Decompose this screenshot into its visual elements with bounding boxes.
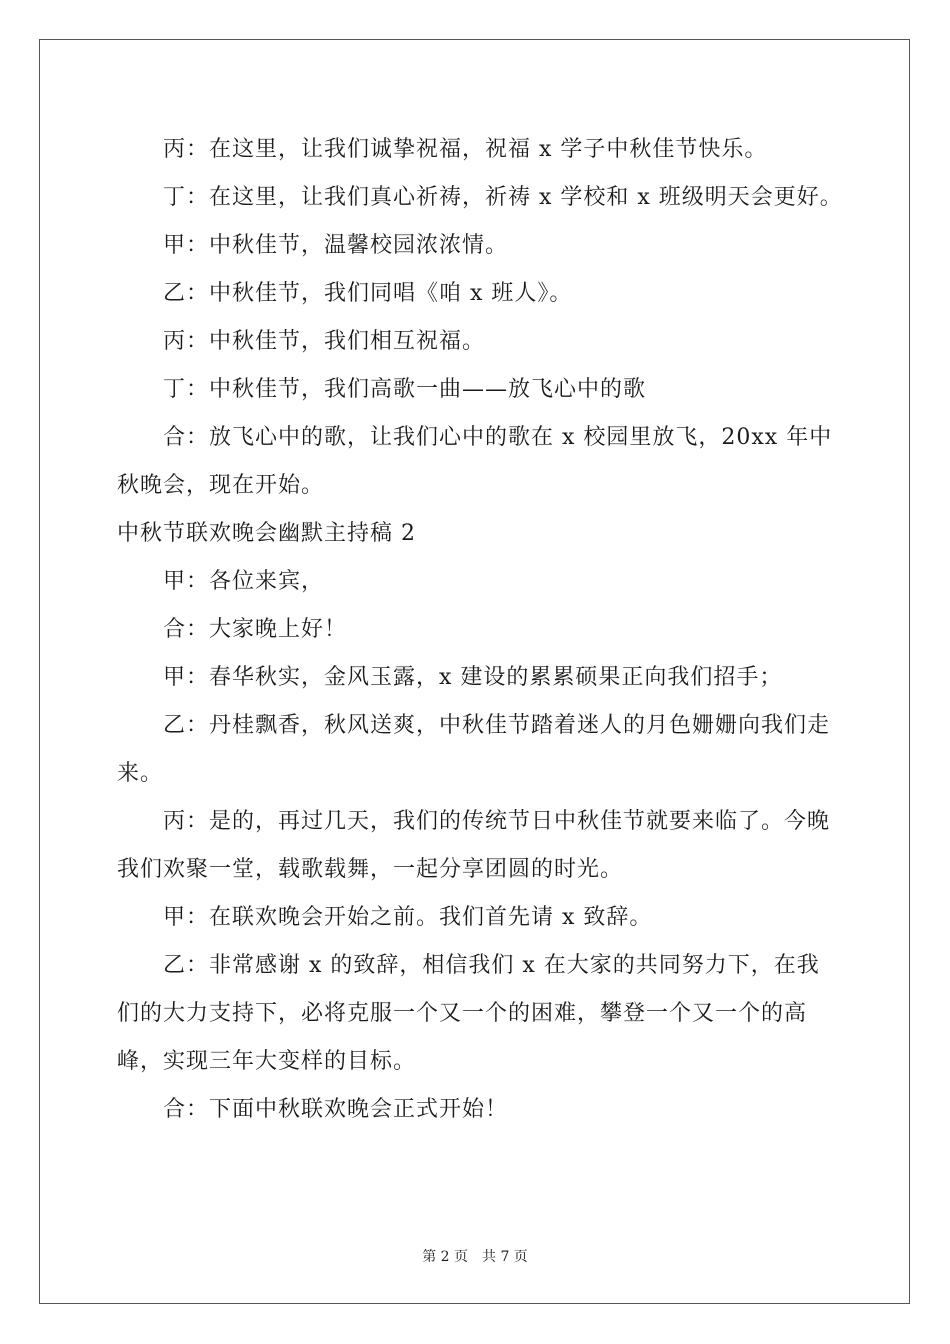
dialogue-line: 甲：各位来宾， xyxy=(163,569,325,594)
dialogue-line: 丁：在这里，让我们真心祈祷，祈祷 x 学校和 x 班级明天会更好。 xyxy=(163,185,843,210)
page-number-footer: 第 2 页 共 7 页 xyxy=(422,1249,528,1265)
dialogue-line: 乙：丹桂飘香，秋风送爽，中秋佳节踏着迷人的月色姗姗向我们走来。 xyxy=(117,713,831,786)
dialogue-line: 乙：中秋佳节，我们同唱《咱 x 班人》。 xyxy=(163,281,573,306)
dialogue-line: 丙：中秋佳节，我们相互祝福。 xyxy=(163,329,486,354)
dialogue-line: 合：放飞心中的歌，让我们心中的歌在 x 校园里放飞，20xx 年中秋晚会，现在开始。 xyxy=(117,425,833,498)
dialogue-line: 丁：中秋佳节，我们高歌一曲——放飞心中的歌 xyxy=(163,377,647,402)
section-heading: 中秋节联欢晚会幽默主持稿 2 xyxy=(117,521,416,546)
dialogue-line: 合：下面中秋联欢晚会正式开始！ xyxy=(163,1097,509,1122)
dialogue-line: 丙：在这里，让我们诚挚祝福，祝福 x 学子中秋佳节快乐。 xyxy=(163,137,768,162)
dialogue-line: 甲：中秋佳节，温馨校园浓浓情。 xyxy=(163,233,509,258)
dialogue-line: 甲：春华秋实，金风玉露，x 建设的累累硕果正向我们招手； xyxy=(163,665,783,690)
dialogue-line: 乙：非常感谢 x 的致辞，相信我们 x 在大家的共同努力下，在我们的大力支持下，必将克服一个又一个的困难，攀登一个又一个的高峰，实现三年大变样的目标。 xyxy=(117,953,820,1074)
dialogue-line: 丙：是的，再过几天，我们的传统节日中秋佳节就要来临了。今晚我们欢聚一堂，载歌载舞，一起分享团圆的时光。 xyxy=(117,809,831,882)
dialogue-line: 甲：在联欢晚会开始之前。我们首先请 x 致辞。 xyxy=(163,905,653,930)
document-body xyxy=(117,126,843,1134)
dialogue-line: 合：大家晚上好！ xyxy=(163,617,348,642)
